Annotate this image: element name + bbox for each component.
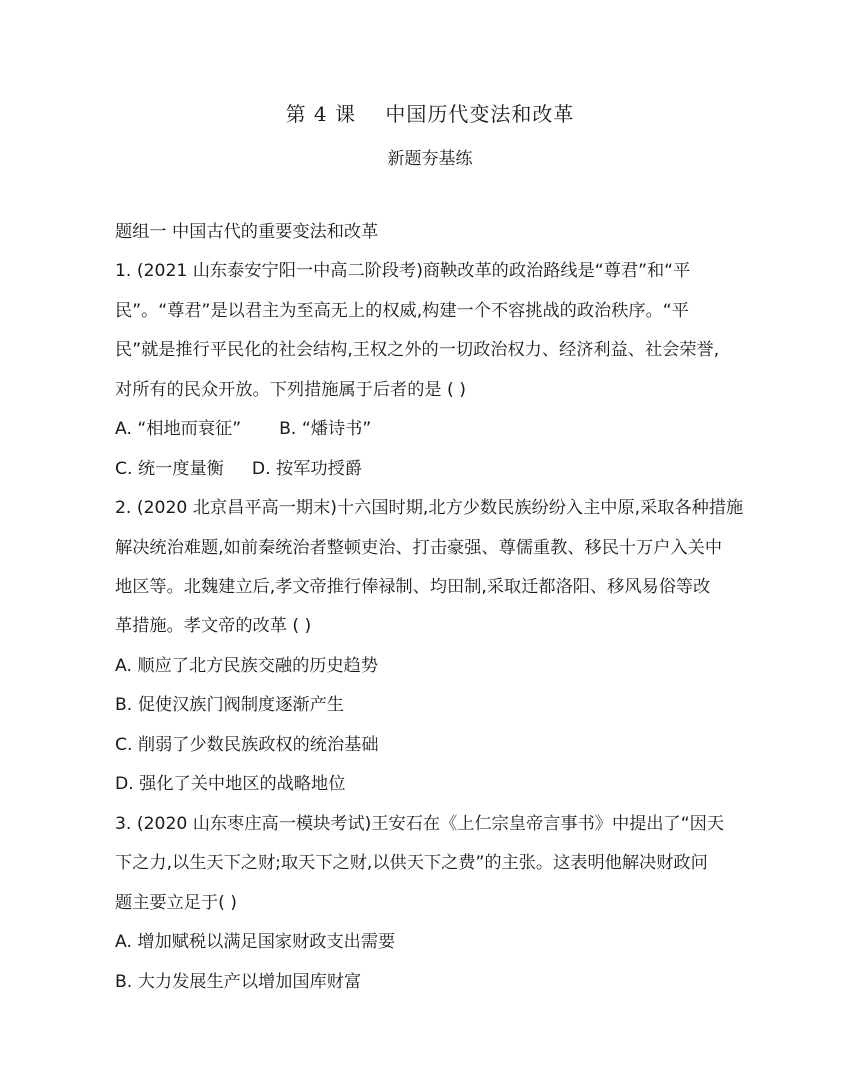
page-subtitle: 新题夯基练 (387, 149, 473, 169)
question-1-options-row-1 (115, 416, 755, 456)
question-3-line-3: 题主要立足于( ) (115, 892, 237, 913)
question-2-option-a[interactable]: A. 顺应了北方民族交融的历史趋势 (115, 655, 379, 676)
question-1 (115, 258, 755, 495)
question-3-option-b[interactable]: B. 大力发展生产以增加国库财富 (115, 971, 362, 992)
question-3-option-a[interactable]: A. 增加赋税以满足国家财政支出需要 (115, 932, 396, 953)
question-2-option-c[interactable]: C. 削弱了少数民族政权的统治基础 (115, 734, 379, 755)
question-2-option-d[interactable]: D. 强化了关中地区的战略地位 (115, 774, 346, 795)
question-1-options-row-2 (115, 456, 755, 496)
question-1-option-c[interactable]: C. 统一度量衡 (115, 458, 224, 479)
question-3-line-2: 下之力,以生天下之财;取天下之财,以供天下之费”的主张。这表明他解决财政问 (115, 853, 708, 874)
question-1-option-a[interactable]: A. “相地而衰征” (115, 418, 242, 439)
question-2-line-3: 地区等。北魏建立后,孝文帝推行俸禄制、均田制,采取迁都洛阳、移风易俗等改 (115, 576, 711, 597)
question-2-line-4: 革措施。孝文帝的改革 ( ) (115, 616, 312, 637)
question-1-line-1: 1. (2021 山东泰安宁阳一中高二阶段考)商鞅改革的政治路线是“尊君”和“平 (115, 261, 691, 282)
question-2 (115, 495, 755, 811)
question-2-line-1: 2. (2020 北京昌平高一期末)十六国时期,北方少数民族纷纷入主中原,采取各种措施 (115, 498, 744, 519)
question-1-option-b[interactable]: B. “燔诗书” (279, 418, 372, 439)
question-3 (115, 811, 755, 1008)
question-1-line-3: 民”就是推行平民化的社会结构,王权之外的一切政治权力、经济利益、社会荣誉, (115, 340, 720, 361)
question-1-option-d[interactable]: D. 按军功授爵 (251, 458, 362, 479)
question-1-line-4: 对所有的民众开放。下列措施属于后者的是 ( ) (115, 379, 466, 400)
page-title: 第 4 课 中国历代变法和改革 (285, 102, 575, 126)
question-2-option-b[interactable]: B. 促使汉族门阀制度逐渐产生 (115, 695, 344, 716)
question-3-line-1: 3. (2020 山东枣庄高一模块考试)王安石在《上仁宗皇帝言事书》中提出了“因天 (115, 814, 725, 835)
exercise-content (115, 219, 755, 1008)
group-heading: 题组一 中国古代的重要变法和改革 (115, 222, 379, 242)
question-2-line-2: 解决统治难题,如前秦统治者整顿吏治、打击豪强、尊儒重教、移民十万户入关中 (115, 537, 723, 558)
question-1-line-2: 民”。“尊君”是以君主为至高无上的权威,构建一个不容挑战的政治秩序。“平 (115, 300, 689, 321)
